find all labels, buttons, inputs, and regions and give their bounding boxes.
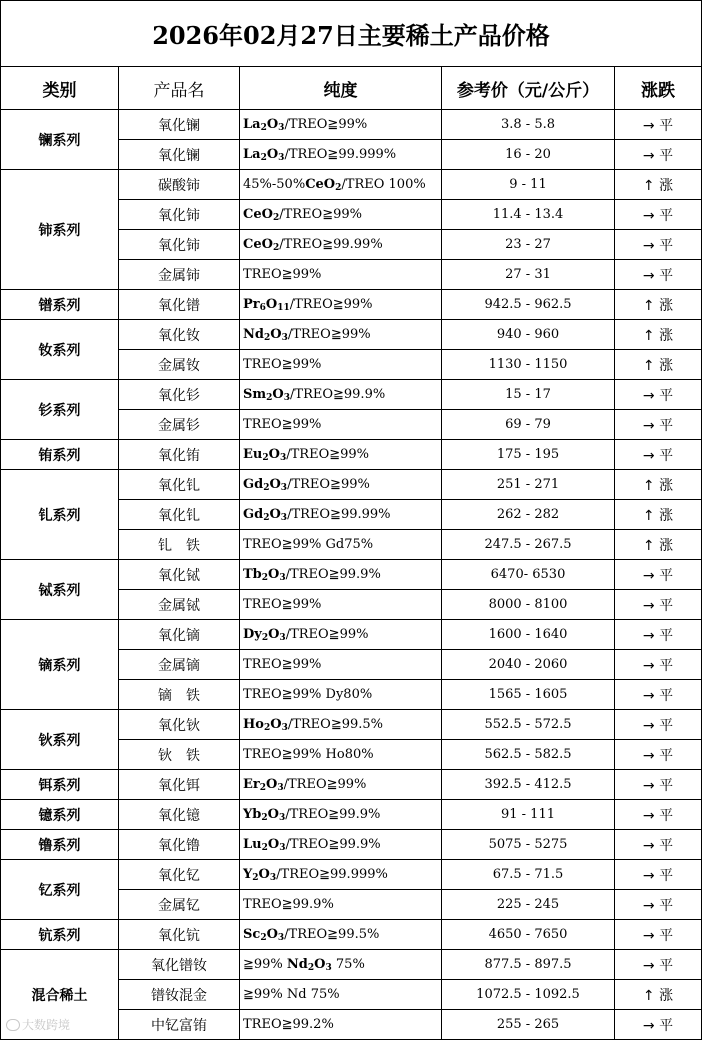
- purity-cell: [240, 920, 442, 950]
- purity-text: TREO≧99%: [243, 597, 322, 612]
- category-cell: 镧系列: [1, 110, 119, 170]
- purity-text: /TREO≧99%: [286, 447, 370, 462]
- chemical-formula: [243, 117, 284, 132]
- purity-cell: [240, 110, 442, 140]
- formula-subscript: 3: [325, 963, 332, 973]
- change-cell: → 平: [615, 1010, 702, 1040]
- chemical-formula: [243, 207, 279, 222]
- formula-subscript: 2: [261, 843, 268, 853]
- purity-text: /TREO≧99%: [279, 207, 362, 222]
- chemical-formula: [243, 927, 284, 942]
- formula-element: CeO: [305, 177, 336, 192]
- purity-text: /TREO≧99.999%: [276, 867, 388, 882]
- formula-subscript: 2: [263, 513, 270, 523]
- product-cell: 氧化钐: [119, 380, 240, 410]
- formula-element: O: [267, 807, 279, 822]
- formula-element: O: [269, 507, 281, 522]
- price-cell: 225 - 245: [442, 890, 615, 920]
- purity-cell: [240, 590, 442, 620]
- category-cell: 钕系列: [1, 320, 119, 380]
- purity-cell: [240, 890, 442, 920]
- product-cell: 金属镝: [119, 650, 240, 680]
- purity-cell: [240, 950, 442, 980]
- table-row: [1, 770, 702, 800]
- formula-subscript: 2: [263, 333, 271, 343]
- price-cell: 69 - 79: [442, 410, 615, 440]
- chemical-formula: [243, 507, 287, 522]
- table-row: [1, 170, 702, 200]
- change-cell: → 平: [615, 770, 702, 800]
- category-cell: 铕系列: [1, 440, 119, 470]
- change-cell: → 平: [615, 590, 702, 620]
- price-cell: 15 - 17: [442, 380, 615, 410]
- formula-element: O: [268, 447, 280, 462]
- formula-element: Pr: [243, 297, 260, 312]
- change-cell: ↑ 涨: [615, 320, 702, 350]
- price-cell: 255 - 265: [442, 1010, 615, 1040]
- purity-cell: [240, 380, 442, 410]
- purity-cell: [240, 740, 442, 770]
- header-category: 类别: [1, 67, 119, 110]
- table-row: [1, 800, 702, 830]
- chemical-formula: [243, 387, 290, 402]
- purity-text: /TREO≧99%: [284, 117, 368, 132]
- formula-element: Sm: [243, 387, 267, 402]
- purity-text: /TREO≧99.5%: [284, 927, 380, 942]
- product-cell: 氧化铒: [119, 770, 240, 800]
- formula-element: Yb: [243, 807, 262, 822]
- formula-element: Er: [243, 777, 260, 792]
- price-cell: 11.4 - 13.4: [442, 200, 615, 230]
- purity-text: 75%: [331, 957, 365, 972]
- price-cell: 6470- 6530: [442, 560, 615, 590]
- chat-bubble-icon: [6, 1019, 20, 1031]
- price-cell: 1600 - 1640: [442, 620, 615, 650]
- purity-text: /TREO≧99.9%: [285, 837, 381, 852]
- purity-text: /TREO≧99.999%: [284, 147, 397, 162]
- purity-cell: [240, 650, 442, 680]
- purity-cell: [240, 170, 442, 200]
- formula-element: O: [265, 297, 278, 312]
- table-row: [1, 950, 702, 980]
- table-row: [1, 320, 702, 350]
- chemical-formula: [243, 867, 276, 882]
- purity-cell: [240, 560, 442, 590]
- product-cell: 金属铈: [119, 260, 240, 290]
- purity-text: TREO≧99.9%: [243, 897, 334, 912]
- price-cell: 251 - 271: [442, 470, 615, 500]
- purity-text: TREO≧99.2%: [243, 1017, 334, 1032]
- purity-text: /TREO≧99.99%: [279, 237, 383, 252]
- purity-text: /TREO≧99.5%: [287, 717, 384, 732]
- change-cell: → 平: [615, 200, 702, 230]
- product-cell: 氧化镨: [119, 290, 240, 320]
- header-purity: 纯度: [240, 67, 442, 110]
- category-cell: 铽系列: [1, 560, 119, 620]
- price-cell: 392.5 - 412.5: [442, 770, 615, 800]
- header-change: 涨跌: [615, 67, 702, 110]
- table-row: [1, 620, 702, 650]
- price-cell: 3.8 - 5.8: [442, 110, 615, 140]
- formula-subscript: 2: [262, 453, 269, 463]
- formula-subscript: 3: [279, 633, 286, 643]
- change-cell: ↑ 涨: [615, 500, 702, 530]
- product-cell: 金属钕: [119, 350, 240, 380]
- purity-cell: [240, 620, 442, 650]
- formula-element: O: [266, 117, 279, 132]
- change-cell: → 平: [615, 440, 702, 470]
- formula-element: La: [243, 117, 261, 132]
- formula-element: Gd: [243, 507, 264, 522]
- product-cell: 中钇富铕: [119, 1010, 240, 1040]
- change-cell: ↑ 涨: [615, 530, 702, 560]
- category-cell: 镨系列: [1, 290, 119, 320]
- formula-subscript: 6: [259, 303, 266, 313]
- purity-cell: [240, 500, 442, 530]
- change-cell: → 平: [615, 800, 702, 830]
- purity-cell: [240, 200, 442, 230]
- purity-text: ≧99% Nd 75%: [243, 987, 340, 1002]
- formula-subscript: 2: [261, 813, 268, 823]
- product-cell: 氧化镝: [119, 620, 240, 650]
- table-row: [1, 830, 702, 860]
- formula-element: O: [272, 387, 284, 402]
- purity-cell: [240, 1010, 442, 1040]
- change-cell: → 平: [615, 620, 702, 650]
- category-cell: 铈系列: [1, 170, 119, 290]
- table-row: [1, 560, 702, 590]
- purity-cell: [240, 350, 442, 380]
- purity-cell: [240, 230, 442, 260]
- formula-subscript: 3: [269, 873, 277, 883]
- price-cell: 552.5 - 572.5: [442, 710, 615, 740]
- formula-element: Ho: [243, 717, 264, 732]
- purity-text: /TREO≧99%: [287, 477, 370, 492]
- price-cell: 67.5 - 71.5: [442, 860, 615, 890]
- formula-subscript: 2: [335, 183, 342, 193]
- price-cell: 23 - 27: [442, 230, 615, 260]
- purity-text: /TREO≧99.9%: [285, 567, 381, 582]
- formula-element: O: [270, 717, 282, 732]
- formula-subscript: 3: [277, 783, 284, 793]
- category-cell: 镥系列: [1, 830, 119, 860]
- purity-text: TREO≧99% Gd75%: [243, 537, 374, 552]
- formula-subscript: 3: [278, 153, 285, 163]
- change-cell: → 平: [615, 140, 702, 170]
- formula-subscript: 3: [279, 843, 286, 853]
- purity-cell: [240, 860, 442, 890]
- formula-element: Sc: [243, 927, 261, 942]
- product-cell: 氧化铈: [119, 230, 240, 260]
- category-cell: 钪系列: [1, 920, 119, 950]
- formula-subscript: 2: [252, 873, 259, 883]
- watermark: [6, 1016, 70, 1033]
- formula-subscript: 3: [281, 333, 288, 343]
- formula-subscript: 3: [280, 483, 288, 493]
- purity-text: /TREO 100%: [341, 177, 426, 192]
- table-row: [1, 710, 702, 740]
- purity-text: /TREO≧99%: [283, 777, 367, 792]
- purity-text: /TREO≧99%: [285, 627, 369, 642]
- purity-cell: [240, 470, 442, 500]
- formula-element: Nd: [243, 327, 264, 342]
- product-cell: 金属钇: [119, 890, 240, 920]
- purity-cell: [240, 770, 442, 800]
- chemical-formula: [243, 477, 287, 492]
- table-row: [1, 110, 702, 140]
- formula-element: Nd: [286, 957, 308, 972]
- formula-subscript: 2: [261, 573, 269, 583]
- product-cell: 氧化钪: [119, 920, 240, 950]
- table-row: [1, 290, 702, 320]
- chemical-formula: [243, 567, 286, 582]
- formula-element: Y: [243, 867, 253, 882]
- change-cell: → 平: [615, 950, 702, 980]
- purity-cell: [240, 680, 442, 710]
- purity-text: /TREO≧99%: [289, 297, 373, 312]
- formula-subscript: 2: [259, 783, 267, 793]
- change-cell: ↑ 涨: [615, 470, 702, 500]
- change-cell: ↑ 涨: [615, 170, 702, 200]
- purity-text: TREO≧99%: [243, 657, 322, 672]
- formula-element: Lu: [243, 837, 262, 852]
- product-cell: 氧化铈: [119, 200, 240, 230]
- purity-cell: [240, 830, 442, 860]
- product-cell: 氧化钆: [119, 470, 240, 500]
- purity-text: TREO≧99%: [243, 417, 322, 432]
- product-cell: 镨钕混金: [119, 980, 240, 1010]
- price-cell: 16 - 20: [442, 140, 615, 170]
- change-cell: → 平: [615, 860, 702, 890]
- formula-subscript: 3: [283, 393, 291, 403]
- formula-element: La: [243, 147, 261, 162]
- change-cell: → 平: [615, 560, 702, 590]
- product-cell: 氧化镥: [119, 830, 240, 860]
- purity-cell: [240, 260, 442, 290]
- purity-cell: [240, 980, 442, 1010]
- purity-text: /TREO≧99%: [287, 327, 371, 342]
- page-title: 2026年02月27日主要稀土产品价格: [1, 1, 702, 67]
- chemical-formula: [243, 237, 279, 252]
- product-cell: 钬 铁: [119, 740, 240, 770]
- formula-element: Gd: [243, 477, 264, 492]
- formula-element: O: [266, 147, 279, 162]
- formula-subscript: 2: [263, 723, 271, 733]
- price-cell: 1130 - 1150: [442, 350, 615, 380]
- price-cell: 9 - 11: [442, 170, 615, 200]
- product-cell: 镝 铁: [119, 680, 240, 710]
- purity-text: TREO≧99%: [243, 267, 322, 282]
- change-cell: → 平: [615, 380, 702, 410]
- formula-subscript: 2: [307, 963, 315, 973]
- price-cell: 942.5 - 962.5: [442, 290, 615, 320]
- purity-cell: [240, 800, 442, 830]
- chemical-formula: [287, 957, 332, 972]
- change-cell: → 平: [615, 410, 702, 440]
- header-row: [1, 67, 702, 110]
- category-cell: 钇系列: [1, 860, 119, 920]
- price-cell: 562.5 - 582.5: [442, 740, 615, 770]
- chemical-formula: [243, 717, 288, 732]
- watermark-text: 大数跨境: [22, 1018, 71, 1032]
- table-row: [1, 470, 702, 500]
- change-cell: → 平: [615, 710, 702, 740]
- price-cell: 4650 - 7650: [442, 920, 615, 950]
- purity-prefix: ≧99%: [243, 957, 287, 972]
- purity-cell: [240, 320, 442, 350]
- formula-subscript: 3: [278, 813, 286, 823]
- product-cell: 氧化铕: [119, 440, 240, 470]
- purity-prefix: 45%-50%: [243, 177, 306, 192]
- formula-subscript: 3: [280, 513, 288, 523]
- formula-subscript: 2: [260, 123, 267, 133]
- header-price: 参考价（元/公斤）: [442, 67, 615, 110]
- purity-cell: [240, 440, 442, 470]
- chemical-formula: [243, 147, 284, 162]
- table-row: [1, 440, 702, 470]
- purity-cell: [240, 710, 442, 740]
- formula-subscript: 3: [281, 723, 288, 733]
- purity-cell: [240, 410, 442, 440]
- purity-text: TREO≧99% Dy80%: [243, 687, 373, 702]
- formula-subscript: 11: [277, 303, 290, 313]
- product-cell: 氧化镱: [119, 800, 240, 830]
- change-cell: ↑ 涨: [615, 350, 702, 380]
- formula-element: O: [314, 957, 326, 972]
- formula-element: O: [270, 327, 282, 342]
- purity-text: /TREO≧99.9%: [285, 807, 381, 822]
- product-cell: 金属铽: [119, 590, 240, 620]
- formula-subscript: 2: [272, 243, 280, 253]
- price-cell: 91 - 111: [442, 800, 615, 830]
- category-cell: 钆系列: [1, 470, 119, 560]
- formula-subscript: 2: [260, 153, 267, 163]
- formula-element: O: [258, 867, 270, 882]
- formula-subscript: 2: [272, 213, 280, 223]
- product-cell: 氧化钇: [119, 860, 240, 890]
- change-cell: → 平: [615, 110, 702, 140]
- formula-element: O: [269, 477, 281, 492]
- chemical-formula: [243, 447, 286, 462]
- product-cell: 金属钐: [119, 410, 240, 440]
- table-row: [1, 380, 702, 410]
- chemical-formula: [243, 807, 285, 822]
- formula-subscript: 2: [266, 393, 273, 403]
- purity-text: TREO≧99% Ho80%: [243, 747, 374, 762]
- chemical-formula: [243, 837, 285, 852]
- table-row: [1, 920, 702, 950]
- chemical-formula: [305, 177, 341, 192]
- chemical-formula: [243, 327, 288, 342]
- chemical-formula: [243, 297, 290, 312]
- category-cell: 混合稀土: [1, 950, 119, 1040]
- purity-cell: [240, 530, 442, 560]
- price-cell: 1072.5 - 1092.5: [442, 980, 615, 1010]
- category-cell: 铒系列: [1, 770, 119, 800]
- price-cell: 2040 - 2060: [442, 650, 615, 680]
- product-cell: 氧化钬: [119, 710, 240, 740]
- formula-subscript: 2: [260, 933, 267, 943]
- product-cell: 氧化铽: [119, 560, 240, 590]
- product-cell: 氧化镨钕: [119, 950, 240, 980]
- table-row: [1, 860, 702, 890]
- price-cell: 247.5 - 267.5: [442, 530, 615, 560]
- formula-subscript: 2: [263, 483, 270, 493]
- price-cell: 175 - 195: [442, 440, 615, 470]
- product-cell: 氧化镧: [119, 110, 240, 140]
- formula-subscript: 3: [279, 573, 286, 583]
- price-cell: 877.5 - 897.5: [442, 950, 615, 980]
- chemical-formula: [243, 777, 284, 792]
- price-cell: 1565 - 1605: [442, 680, 615, 710]
- change-cell: → 平: [615, 650, 702, 680]
- purity-text: /TREO≧99.9%: [290, 387, 386, 402]
- formula-subscript: 3: [277, 933, 285, 943]
- change-cell: ↑ 涨: [615, 290, 702, 320]
- category-cell: 钐系列: [1, 380, 119, 440]
- formula-element: O: [266, 777, 278, 792]
- purity-text: TREO≧99%: [243, 357, 322, 372]
- change-cell: → 平: [615, 890, 702, 920]
- product-cell: 氧化镧: [119, 140, 240, 170]
- price-cell: 262 - 282: [442, 500, 615, 530]
- price-cell: 5075 - 5275: [442, 830, 615, 860]
- purity-text: /TREO≧99.99%: [287, 507, 391, 522]
- formula-element: CeO: [243, 207, 273, 222]
- category-cell: 镱系列: [1, 800, 119, 830]
- purity-cell: [240, 140, 442, 170]
- change-cell: → 平: [615, 740, 702, 770]
- price-cell: 940 - 960: [442, 320, 615, 350]
- change-cell: → 平: [615, 830, 702, 860]
- purity-cell: [240, 290, 442, 320]
- formula-element: O: [266, 927, 278, 942]
- product-cell: 钆 铁: [119, 530, 240, 560]
- change-cell: ↑ 涨: [615, 980, 702, 1010]
- product-cell: 碳酸铈: [119, 170, 240, 200]
- price-cell: 27 - 31: [442, 260, 615, 290]
- formula-element: Eu: [243, 447, 263, 462]
- price-cell: 8000 - 8100: [442, 590, 615, 620]
- product-cell: 氧化钆: [119, 500, 240, 530]
- change-cell: → 平: [615, 680, 702, 710]
- category-cell: 镝系列: [1, 620, 119, 710]
- formula-subscript: 3: [279, 453, 287, 463]
- change-cell: → 平: [615, 920, 702, 950]
- product-cell: 氧化钕: [119, 320, 240, 350]
- formula-element: Tb: [243, 567, 262, 582]
- category-cell: 钬系列: [1, 710, 119, 770]
- formula-subscript: 2: [261, 633, 269, 643]
- change-cell: → 平: [615, 230, 702, 260]
- formula-element: O: [268, 567, 280, 582]
- formula-element: O: [267, 837, 280, 852]
- header-product: 产品名: [119, 67, 240, 110]
- formula-subscript: 3: [278, 123, 285, 133]
- formula-element: O: [268, 627, 280, 642]
- change-cell: → 平: [615, 260, 702, 290]
- chemical-formula: [243, 627, 286, 642]
- formula-element: CeO: [243, 237, 273, 252]
- formula-element: Dy: [243, 627, 262, 642]
